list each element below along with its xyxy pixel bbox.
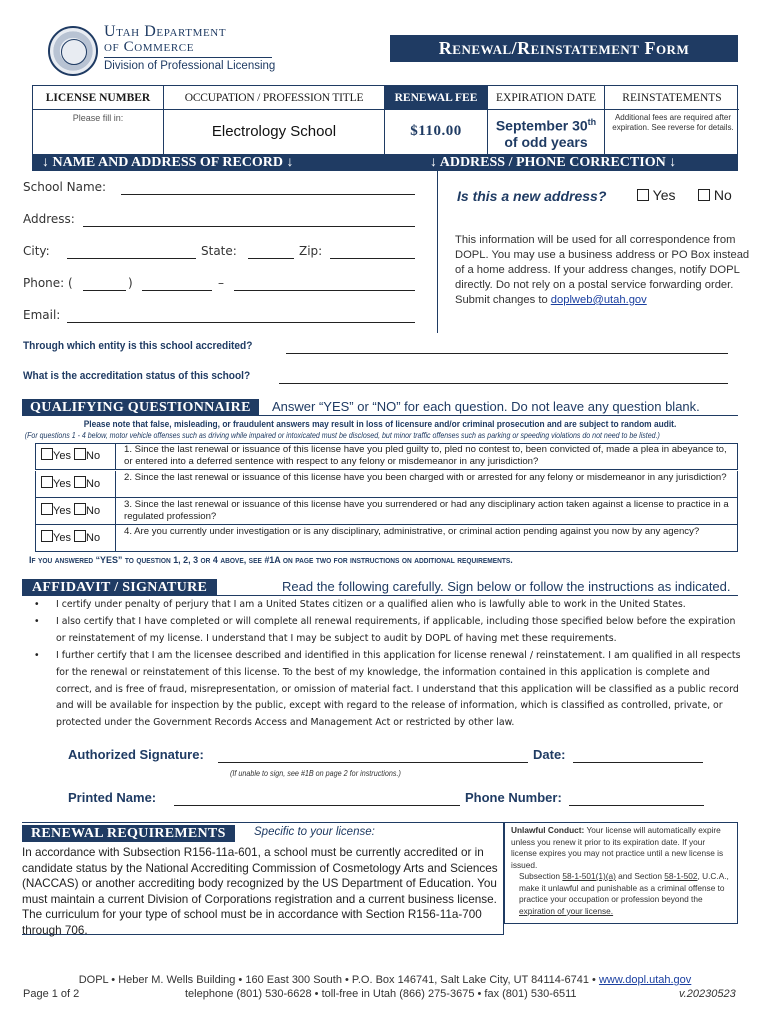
accredited-by-input[interactable] (286, 340, 728, 354)
phone-dash: – (218, 276, 224, 290)
dopl-email-link[interactable]: doplweb@utah.gov (550, 294, 647, 306)
q1-yes-checkbox[interactable] (41, 448, 53, 460)
unlawful-conduct-box (504, 822, 738, 924)
accreditation-status-input[interactable] (279, 370, 728, 384)
question-4-answers (36, 525, 116, 551)
bullet: • (34, 616, 40, 627)
accredited-by-label: Through which entity is this school accredited? (23, 340, 253, 352)
signature-label: Authorized Signature: (68, 747, 204, 762)
new-address-no-checkbox[interactable] (698, 189, 710, 201)
zip-label: Zip: (299, 244, 323, 258)
question-row (35, 471, 738, 498)
occupation-header: OCCUPATION / PROFESSION TITLE (164, 86, 384, 110)
new-address-no[interactable] (698, 187, 732, 203)
affidavit-item (34, 614, 744, 648)
address-correction-header: ↓ ADDRESS / PHONE CORRECTION ↓ (430, 155, 677, 170)
license-number-placeholder: Please fill in: (72, 113, 124, 123)
renewal-requirements-text: In accordance with Subsection R156-11a-601, a school must be currently accredited or in candidate status by the National Accrediting Commission of Cosmetology Arts and Sciences (NACCAS) or another accrediting body recognized by the US Department of Education. You must maintain a current Division of Corporations registration and a current business license. The curriculum for your type of school must be in accordance with Section R156-11a-700 through 706. (22, 846, 498, 937)
statute-text-c: , U.C.A., make it unlawful and punishable as a criminal offense to practice your occupation or profession beyond the (519, 871, 729, 904)
statute-text-a: Subsection (519, 871, 563, 881)
affidavit-header (22, 578, 738, 596)
questionnaire-warning: Please note that false, misleading, or fraudulent answers may result in loss of licensure and/or criminal prosecution and are subject to random audit. (83, 419, 677, 429)
q4-no-checkbox[interactable] (74, 530, 86, 542)
statute-link-1[interactable]: 58-1-501(1)(a) (562, 871, 616, 881)
form-title: Renewal/Reinstatement Form (438, 38, 690, 58)
state-seal-icon (48, 26, 98, 76)
license-number-header: LICENSE NUMBER (33, 86, 163, 110)
q2-yes-label: Yes (53, 478, 71, 490)
dept-name-line1: Utah Department (104, 23, 227, 40)
reinstatement-note: Additional fees are required after expiration. See reverse for details. (612, 113, 734, 132)
occupation-value: Electrology School (211, 123, 337, 140)
footer-phones: telephone (801) 530-6628 • toll-free in Utah (866) 275-3675 • fax (801) 530-6511 (185, 988, 577, 1000)
question-row (35, 498, 738, 525)
fee-column (385, 86, 488, 156)
phone-number-label: Phone Number: (465, 790, 562, 805)
affidavit-item-text: I also certify that I have completed or will complete all renewal requirements, if applicable, including those specified below before the expiration or reinstatement of my license. I understand that I may be subject to audit by DOPL of having met these requirements. (56, 616, 736, 644)
name-address-header: ↓ NAME AND ADDRESS OF RECORD ↓ (42, 155, 294, 170)
question-row (35, 525, 738, 552)
phone-label: Phone: ( (23, 276, 73, 290)
state-input[interactable] (248, 244, 294, 259)
city-input[interactable] (67, 244, 196, 259)
email-input[interactable] (67, 308, 415, 323)
question-1-answers (36, 443, 116, 469)
accreditation-status-label: What is the accreditation status of this school? (23, 370, 251, 382)
unlawful-conduct-statute (511, 871, 731, 917)
q1-no-checkbox[interactable] (74, 448, 86, 460)
printed-name-label: Printed Name: (68, 790, 157, 805)
q3-no-label: No (86, 505, 101, 517)
expiration-line2: of odd years (504, 133, 588, 150)
q2-no-checkbox[interactable] (74, 476, 86, 488)
expiration-link[interactable]: expiration of your license. (519, 905, 614, 916)
expiration-value (488, 114, 604, 150)
q4-no-label: No (86, 532, 101, 544)
new-address-yes-label: Yes (652, 187, 676, 203)
school-name-label: School Name: (23, 180, 107, 194)
q1-yes-label: Yes (53, 450, 71, 462)
q3-no-checkbox[interactable] (74, 503, 86, 515)
q3-yes-checkbox[interactable] (41, 503, 53, 515)
address-label: Address: (23, 212, 75, 226)
q4-yes-checkbox[interactable] (41, 530, 53, 542)
renewal-requirements-title: RENEWAL REQUIREMENTS (22, 825, 235, 842)
state-label: State: (201, 244, 237, 258)
question-2-answers (36, 471, 116, 497)
bullet: • (34, 650, 40, 661)
fee-value: $110.00 (410, 123, 462, 139)
affidavit-title: AFFIDAVIT / SIGNATURE (22, 579, 217, 596)
city-label: City: (23, 244, 50, 258)
bullet: • (34, 599, 40, 610)
expiration-sup: th (587, 117, 597, 127)
address-info (455, 233, 751, 308)
expiration-line1: September 30 (495, 117, 588, 134)
signature-note: (If unable to sign, see #1B on page 2 for instructions.) (230, 769, 401, 778)
signature-input[interactable] (218, 748, 528, 763)
q2-yes-checkbox[interactable] (41, 476, 53, 488)
printed-name-input[interactable] (174, 791, 460, 806)
question-row (35, 443, 738, 470)
address-input[interactable] (83, 212, 415, 227)
affidavit-instruction: Read the following carefully. Sign below or follow the instructions as indicated. (282, 579, 731, 594)
questionnaire-instruction: Answer “YES” or “NO” for each question. Do not leave any question blank. (272, 399, 700, 414)
license-table (32, 85, 738, 155)
dept-name-line2: of Commerce (104, 39, 195, 55)
date-label: Date: (533, 747, 566, 762)
affidavit-item (34, 648, 744, 732)
renewal-requirements-subtitle: Specific to your license: (254, 826, 375, 838)
address-divider (437, 171, 438, 333)
question-2-text: 2. Since the last renewal or issuance of this license have you been charged with or arrested for any felony or misdemeanor in any jurisdiction? (124, 472, 727, 483)
q4-yes-label: Yes (53, 532, 71, 544)
expiration-column (488, 86, 605, 156)
phone-area-input[interactable] (83, 276, 126, 291)
new-address-question: Is this a new address? (457, 188, 607, 204)
school-name-input[interactable] (121, 180, 415, 195)
question-4-text: 4. Are you currently under investigation or is any disciplinary, administrative, or criminal action pending against you now by any agency? (124, 526, 700, 537)
address-info-text: This information will be used for all correspondence from DOPL. You may use a business address or PO Box instead of a home address. If your address changes, notify DOPL directly. Do not rely on a postal service forwarding order. Submit changes to (455, 234, 750, 306)
renewal-requirements-box (22, 822, 504, 935)
questionnaire-followup: If you answered “YES” to question 1, 2, 3 or 4 above, see #1A on page two for instructions on additional requirements. (29, 555, 513, 566)
division-name: Division of Professional Licensing (104, 60, 276, 72)
q2-no-label: No (86, 478, 101, 490)
q3-yes-label: Yes (53, 505, 71, 517)
header-divider (104, 57, 272, 58)
statute-link-2[interactable]: 58-1-502 (664, 871, 698, 881)
phone-number-input[interactable] (569, 791, 704, 806)
new-address-yes[interactable] (637, 187, 675, 203)
question-3-text: 3. Since the last renewal or issuance of this license have you surrendered or had any disciplinary action taken against a license to practice in a regulated profession? (124, 499, 729, 522)
email-label: Email: (23, 308, 61, 322)
affidavit-item-text: I certify under penalty of perjury that I am a United States citizen or a qualified alien who is lawfully able to work in the United States. (56, 599, 686, 610)
questionnaire-note: (For questions 1 - 4 below, motor vehicle offenses such as driving while impaired or intoxicated must be disclosed, but minor traffic offenses such as parking or speeding violations do not need to be listed.) (24, 431, 660, 440)
questionnaire-header (22, 398, 738, 416)
unlawful-conduct-heading: Unlawful Conduct: (511, 825, 585, 835)
affidavit-item-text: I further certify that I am the licensee described and identified in this application for license renewal / reinstatement. I am qualified in all respects for the renewal or reinstatement of this license. To the best of my knowledge, the information contained in this application is complete and correct, and is free of fraud, misrepresentation, or omission of material fact. I understand that this application will be classified as a public record and will be available for inspection by the public, except with regard to the release of information, which is classified as controlled, private, or protected under the Government Records Access and Management Act or restricted by other law. (56, 650, 741, 729)
footer-address-line (0, 974, 770, 986)
new-address-yes-checkbox[interactable] (637, 189, 649, 201)
question-1-text: 1. Since the last renewal or issuance of this license have you pled guilty to, pled no contest to, been convicted of, made a plea in abeyance to, or entered into a deferred sentence with respect to any felony or misdemeanor in any jurisdiction? (124, 444, 727, 467)
phone-line-input[interactable] (234, 276, 415, 291)
questionnaire-title: QUALIFYING QUESTIONNAIRE (22, 399, 259, 416)
footer-address: DOPL • Heber M. Wells Building • 160 East 300 South • P.O. Box 146741, Salt Lake City, UT 84114-6741 • (78, 974, 599, 986)
statute-text-b: and Section (615, 871, 665, 881)
license-number-field[interactable] (33, 111, 163, 155)
expiration-header: EXPIRATION DATE (488, 86, 604, 110)
fee-header: RENEWAL FEE (385, 86, 487, 110)
phone-prefix-input[interactable] (142, 276, 212, 291)
form-title-bar (390, 35, 738, 62)
version-number: v.20230523 (679, 988, 736, 1000)
affidavit-item (34, 597, 744, 614)
unlawful-conduct-intro (511, 825, 731, 871)
unlawful-conduct-text1: Your license will automatically expire unless you renew it prior to its expiration date. If your license expires you may not practice until a new license is issued. (511, 825, 724, 870)
page-number: Page 1 of 2 (23, 988, 80, 1000)
footer-website-link[interactable]: www.dopl.utah.gov (598, 974, 692, 986)
reinstatement-header: REINSTATEMENTS (605, 86, 739, 110)
phone-paren: ) (128, 276, 133, 290)
address-header-bar (32, 155, 738, 171)
zip-input[interactable] (330, 244, 415, 259)
question-3-answers (36, 498, 116, 524)
date-input[interactable] (573, 748, 703, 763)
new-address-no-label: No (713, 187, 732, 203)
license-number-column (33, 86, 164, 156)
occupation-column (164, 86, 385, 156)
reinstatement-column (605, 86, 739, 156)
q1-no-label: No (86, 450, 101, 462)
